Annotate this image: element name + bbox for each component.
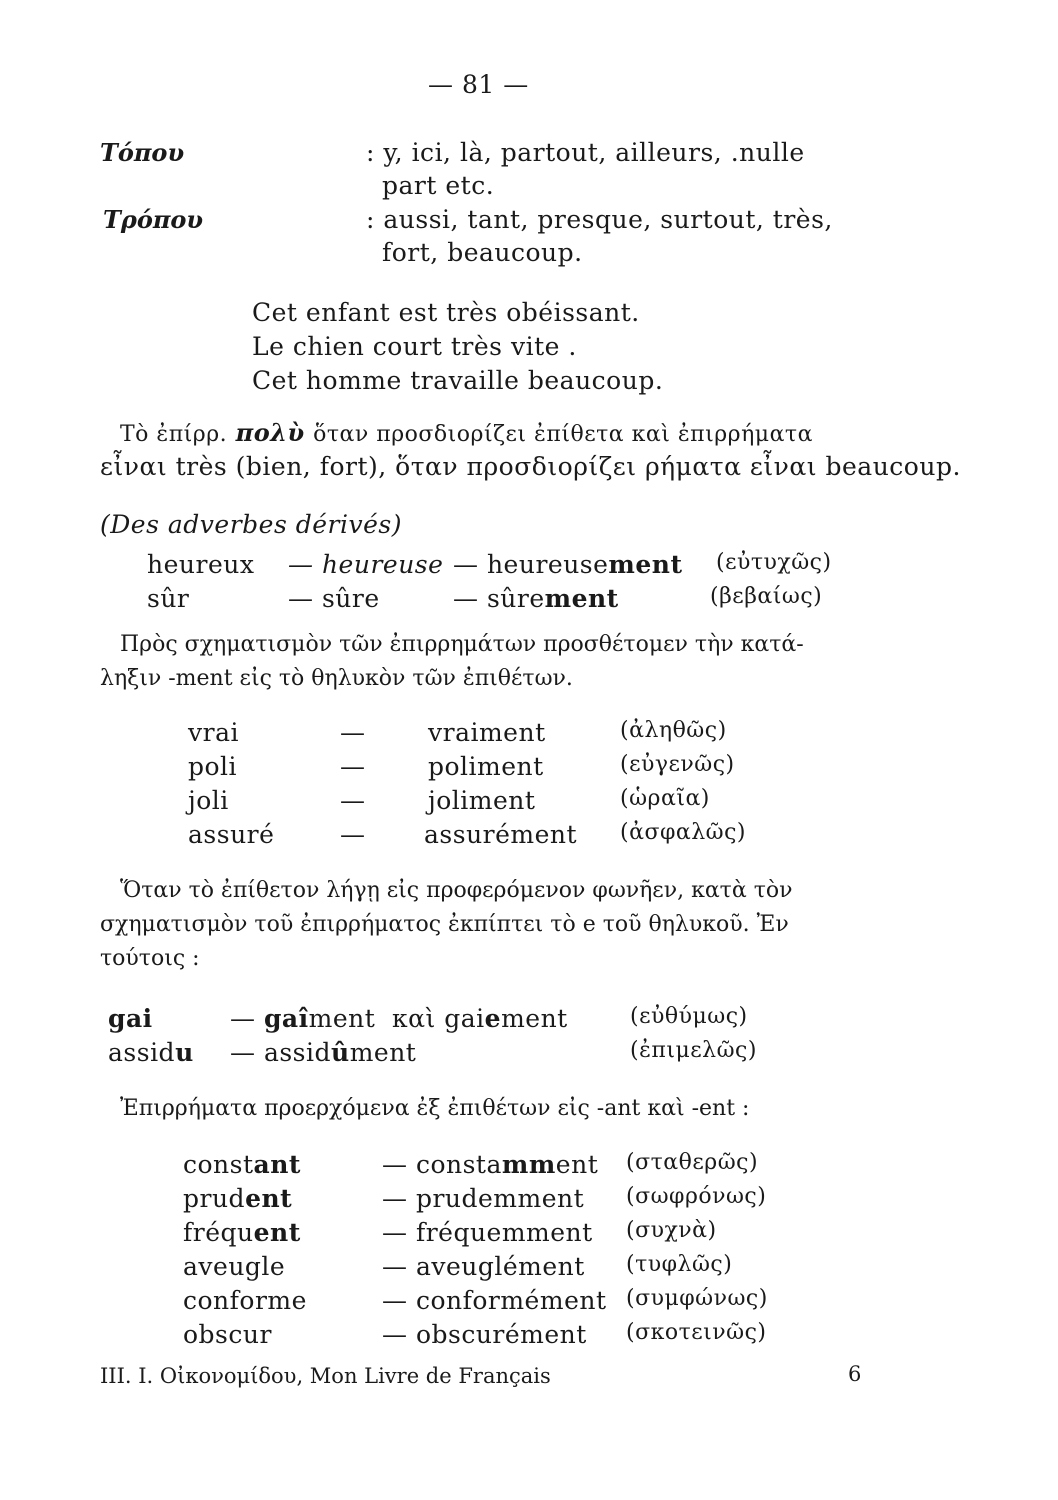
ant-row bbox=[0, 1218, 1058, 1250]
vowel-adv-pre: — bbox=[230, 1004, 264, 1033]
derived-adv bbox=[453, 550, 683, 579]
ant-adj bbox=[183, 1184, 292, 1213]
vowel-extra-post: ment bbox=[501, 1004, 568, 1033]
ant-greek: (σωφρόνως) bbox=[626, 1184, 767, 1209]
ment-adv: joliment bbox=[428, 786, 536, 815]
ment-adj: assuré bbox=[188, 820, 275, 849]
topou-line1: : y, ici, là, partout, ailleurs, .nulle bbox=[366, 138, 805, 167]
ant-paragraph: Ἐπιρρήματα προερχόμενα ἐξ ἐπιθέτων εἰς -ant καὶ -ent : bbox=[120, 1096, 750, 1121]
ant-adj bbox=[183, 1320, 272, 1349]
ant-adv-pre: — consta bbox=[382, 1150, 502, 1179]
ment-row bbox=[0, 752, 1058, 784]
ant-stem: fréqu bbox=[183, 1218, 254, 1247]
ant-stem: conforme bbox=[183, 1286, 307, 1315]
ment-greek: (ὡραῖα) bbox=[620, 786, 710, 811]
example-sentence: Le chien court très vite . bbox=[252, 332, 577, 361]
ment-row bbox=[0, 786, 1058, 818]
ant-adj bbox=[183, 1286, 307, 1315]
vowel-row bbox=[0, 1004, 1058, 1036]
ant-stem: prud bbox=[183, 1184, 246, 1213]
vowel-row bbox=[0, 1038, 1058, 1070]
vowel-paragraph-line2: σχηματισμὸν τοῦ ἐπιρρήματος ἐκπίπτει τὸ e τοῦ θηλυκοῦ. Ἐν bbox=[100, 912, 789, 937]
ant-stem: obscur bbox=[183, 1320, 272, 1349]
vowel-adj bbox=[108, 1038, 194, 1067]
tropou-label: Τρόπου bbox=[103, 205, 204, 234]
ant-greek: (συχνὰ) bbox=[626, 1218, 717, 1243]
ant-adv bbox=[382, 1218, 593, 1247]
topou-line2: part etc. bbox=[382, 171, 495, 200]
ant-adv-pre: — obscurément bbox=[382, 1320, 587, 1349]
ant-adv-pre: — conformément bbox=[382, 1286, 607, 1315]
ment-dash: — bbox=[340, 786, 366, 815]
ant-greek: (σκοτεινῶς) bbox=[626, 1320, 767, 1345]
polu-word: πολὺ bbox=[235, 418, 305, 447]
ment-adj: joli bbox=[188, 786, 229, 815]
ment-paragraph-line2: ληξιν -ment εἰς τὸ θηλυκὸν τῶν ἐπιθέτων. bbox=[100, 666, 573, 691]
ant-adj bbox=[183, 1252, 285, 1281]
vowel-greek: (ἐπιμελῶς) bbox=[630, 1038, 757, 1063]
ant-row bbox=[0, 1184, 1058, 1216]
ment-greek: (εὐγενῶς) bbox=[620, 752, 735, 777]
ant-adv-bold: mm bbox=[501, 1150, 556, 1179]
derived-adv-suffix: ment bbox=[544, 584, 619, 613]
ant-adv bbox=[382, 1286, 607, 1315]
ant-adj bbox=[183, 1218, 301, 1247]
ant-adv-pre: — fréquemment bbox=[382, 1218, 593, 1247]
vowel-paragraph-line1: Ὅταν τὸ ἐπίθετον λήγῃ εἰς προφερόμενον φωνῆεν, κατὰ τὸν bbox=[120, 878, 793, 903]
derived-adv bbox=[453, 584, 619, 613]
derived-masc: sûr bbox=[147, 584, 190, 613]
derived-adv-stem: — heureuse bbox=[453, 550, 609, 579]
ment-greek: (ἀληθῶς) bbox=[620, 718, 727, 743]
ment-paragraph-line1: Πρὸς σχηματισμὸν τῶν ἐπιρρημάτων προσθέτομεν τὴν κατά- bbox=[120, 632, 804, 657]
ment-row bbox=[0, 820, 1058, 852]
ment-adv: poliment bbox=[428, 752, 544, 781]
derived-greek: (βεβαίως) bbox=[710, 584, 823, 609]
ant-stem: aveugle bbox=[183, 1252, 286, 1281]
example-sentence: Cet homme travaille beaucoup. bbox=[252, 366, 664, 395]
ment-adv: assurément bbox=[424, 820, 578, 849]
tropou-line2: fort, beaucoup. bbox=[382, 238, 583, 267]
tropou-line1: : aussi, tant, presque, surtout, très, bbox=[366, 205, 833, 234]
vowel-adv-post: ment bbox=[349, 1038, 417, 1067]
ant-bold: ant bbox=[253, 1150, 301, 1179]
ant-row bbox=[0, 1150, 1058, 1182]
vowel-adv-bold: gaî bbox=[263, 1004, 309, 1033]
derived-heading: (Des adverbes dérivés) bbox=[100, 510, 402, 539]
ant-bold: ent bbox=[253, 1218, 301, 1247]
derived-adv-stem: — sûre bbox=[453, 584, 545, 613]
topou-label: Τόπου bbox=[100, 138, 185, 167]
ant-adv bbox=[382, 1320, 587, 1349]
ant-adv bbox=[382, 1150, 598, 1179]
ment-adj: vrai bbox=[188, 718, 239, 747]
ment-dash: — bbox=[340, 718, 366, 747]
ment-dash: — bbox=[340, 820, 366, 849]
vowel-adj-stem: gai bbox=[108, 1004, 153, 1033]
ment-adv: vraiment bbox=[428, 718, 546, 747]
vowel-adv-pre: — assid bbox=[230, 1038, 332, 1067]
ant-greek: (συμφώνως) bbox=[626, 1286, 768, 1311]
polu-pre: Τὸ ἐπίρρ. bbox=[120, 422, 228, 447]
derived-row bbox=[0, 584, 1058, 616]
ant-greek: (τυφλῶς) bbox=[626, 1252, 733, 1277]
ant-adv bbox=[382, 1184, 584, 1213]
ment-row bbox=[0, 718, 1058, 750]
vowel-adv bbox=[230, 1038, 416, 1067]
derived-fem: — sûre bbox=[288, 584, 380, 613]
ant-row bbox=[0, 1286, 1058, 1318]
derived-greek: (εὐτυχῶς) bbox=[716, 550, 832, 575]
vowel-paragraph-line3: τούτοις : bbox=[100, 946, 200, 971]
ant-adv-pre: — aveuglément bbox=[382, 1252, 585, 1281]
ment-adj: poli bbox=[188, 752, 238, 781]
footer-page: 6 bbox=[848, 1362, 862, 1386]
example-sentence: Cet enfant est très obéissant. bbox=[252, 298, 640, 327]
ment-greek: (ἀσφαλῶς) bbox=[620, 820, 747, 845]
vowel-adj-bold: u bbox=[175, 1038, 194, 1067]
ant-adj bbox=[183, 1150, 301, 1179]
vowel-adv bbox=[230, 1004, 375, 1033]
derived-row bbox=[0, 550, 1058, 582]
footer-left: ΙΙΙ. Ι. Οἰκονομίδου, Mon Livre de Français bbox=[100, 1364, 551, 1388]
ant-row bbox=[0, 1320, 1058, 1352]
derived-adv-suffix: ment bbox=[608, 550, 683, 579]
vowel-extra bbox=[392, 1004, 568, 1033]
polu-paragraph-line2: εἶναι très (bien, fort), ὅταν προσδιορίζει ρήματα εἶναι beaucoup. bbox=[100, 452, 961, 481]
page-number: — 81 — bbox=[428, 70, 529, 99]
vowel-extra-pre: καὶ gai bbox=[392, 1004, 485, 1033]
derived-fem: — heureuse bbox=[288, 550, 444, 579]
ant-stem: const bbox=[183, 1150, 254, 1179]
ant-adv-post: ent bbox=[555, 1150, 599, 1179]
ant-adv-pre: — prudemment bbox=[382, 1184, 585, 1213]
ment-dash: — bbox=[340, 752, 366, 781]
vowel-adj-stem: assid bbox=[108, 1038, 176, 1067]
vowel-extra-bold: e bbox=[484, 1004, 502, 1033]
ant-row bbox=[0, 1252, 1058, 1284]
vowel-adj bbox=[108, 1004, 153, 1033]
vowel-adv-post: ment bbox=[308, 1004, 376, 1033]
ant-bold: ent bbox=[245, 1184, 293, 1213]
vowel-greek: (εὐθύμως) bbox=[630, 1004, 748, 1029]
polu-paragraph-line1 bbox=[120, 418, 813, 447]
ant-adv bbox=[382, 1252, 585, 1281]
ant-greek: (σταθερῶς) bbox=[626, 1150, 759, 1175]
derived-masc: heureux bbox=[147, 550, 255, 579]
polu-post: ὅταν προσδιορίζει ἐπίθετα καὶ ἐπιρρήματα bbox=[313, 422, 813, 447]
vowel-adv-bold: û bbox=[331, 1038, 350, 1067]
